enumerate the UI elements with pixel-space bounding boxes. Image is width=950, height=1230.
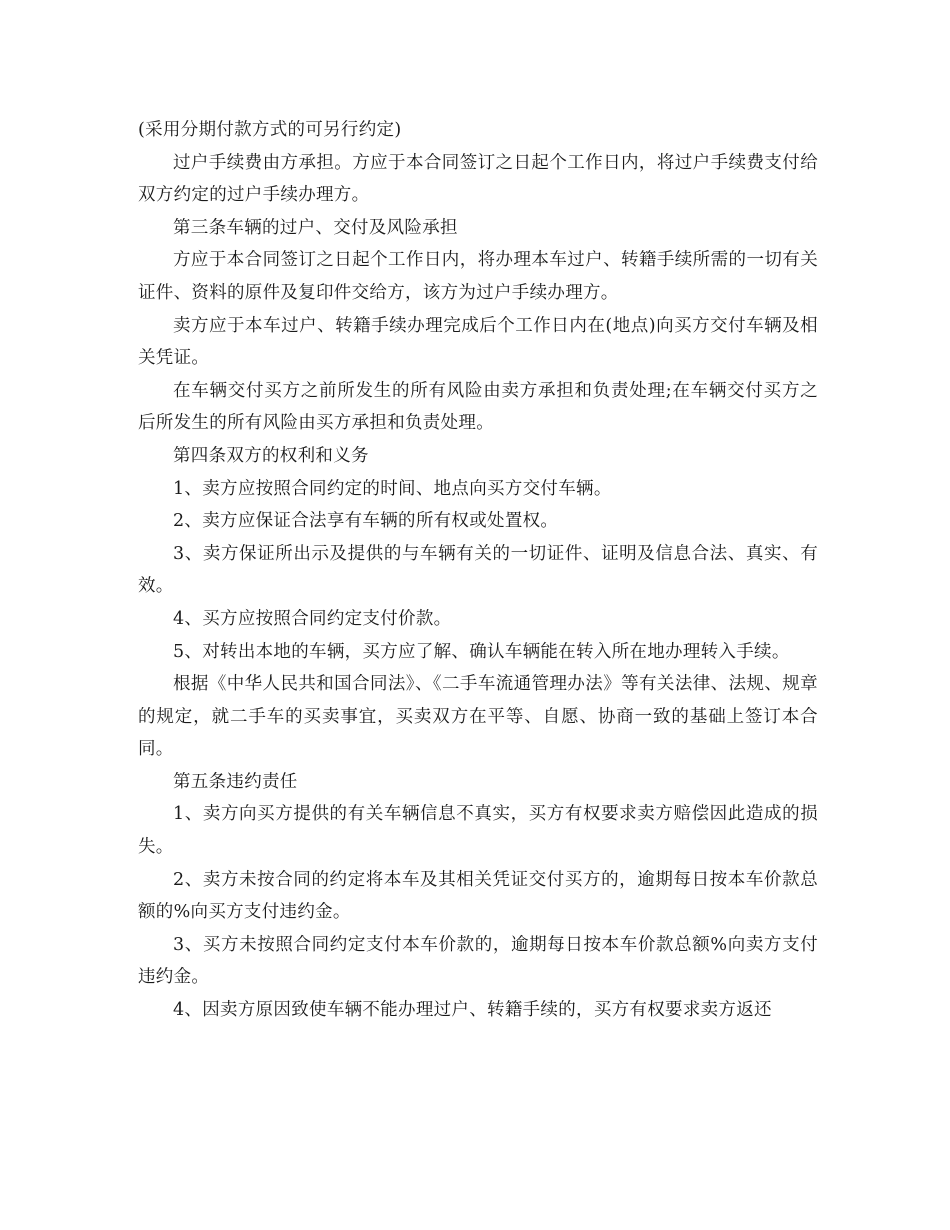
section-heading-article-4: 第四条双方的权利和义务 xyxy=(173,445,369,466)
list-item-duty-2: 2、卖方应保证合法享有车辆的所有权或处置权。 xyxy=(173,511,559,532)
paragraph-legal-basis: 根据《中华人民共和国合同法》、《二手车流通管理办法》等有关法律、法规、规章的规定，就二手车的买卖事宜，买卖双方在平等、自愿、协商一致的基础上签订本合同。 xyxy=(138,674,818,760)
section-heading-article-3: 第三条车辆的过户、交付及风险承担 xyxy=(173,217,458,238)
list-item-duty-1: 1、卖方应按照合同约定的时间、地点向买方交付车辆。 xyxy=(173,478,612,499)
list-item-duty-5: 5、对转出本地的车辆，买方应了解、确认车辆能在转入所在地办理转入手续。 xyxy=(173,641,790,662)
paragraph-vehicle-delivery: 卖方应于本车过户、转籍手续办理完成后个工作日内在(地点)向买方交付车辆及相关凭证。 xyxy=(138,315,818,369)
list-item-liability-3: 3、买方未按照合同约定支付本车价款的，逾期每日按本车价款总额%向卖方支付违约金。 xyxy=(138,934,818,988)
list-item-liability-2: 2、卖方未按合同的约定将本车及其相关凭证交付买方的，逾期每日按本车价款总额的%向买方支付违约金。 xyxy=(138,869,818,923)
list-item-liability-1: 1、卖方向买方提供的有关车辆信息不真实，买方有权要求卖方赔偿因此造成的损失。 xyxy=(138,804,818,858)
paragraph-transfer-documents: 方应于本合同签订之日起个工作日内，将办理本车过户、转籍手续所需的一切有关证件、资料的原件及复印件交给方，该方为过户手续办理方。 xyxy=(138,250,818,303)
list-item-liability-4: 4、因卖方原因致使车辆不能办理过户、转籍手续的，买方有权要求卖方返还 xyxy=(173,1000,772,1021)
section-heading-article-5: 第五条违约责任 xyxy=(173,771,298,792)
paragraph-risk-bearing: 在车辆交付买方之前所发生的所有风险由卖方承担和负责处理;在车辆交付买方之后所发生的所有风险由买方承担和负责处理。 xyxy=(138,380,818,434)
list-item-duty-4: 4、买方应按照合同约定支付价款。 xyxy=(173,608,452,629)
paragraph-transfer-fee: 过户手续费由方承担。方应于本合同签订之日起个工作日内，将过户手续费支付给双方约定的过户手续办理方。 xyxy=(138,152,818,206)
list-item-duty-3: 3、卖方保证所出示及提供的与车辆有关的一切证件、证明及信息合法、真实、有效。 xyxy=(138,543,818,597)
paragraph-installment-note: (采用分期付款方式的可另行约定) xyxy=(138,120,402,140)
document-page xyxy=(138,114,818,1027)
